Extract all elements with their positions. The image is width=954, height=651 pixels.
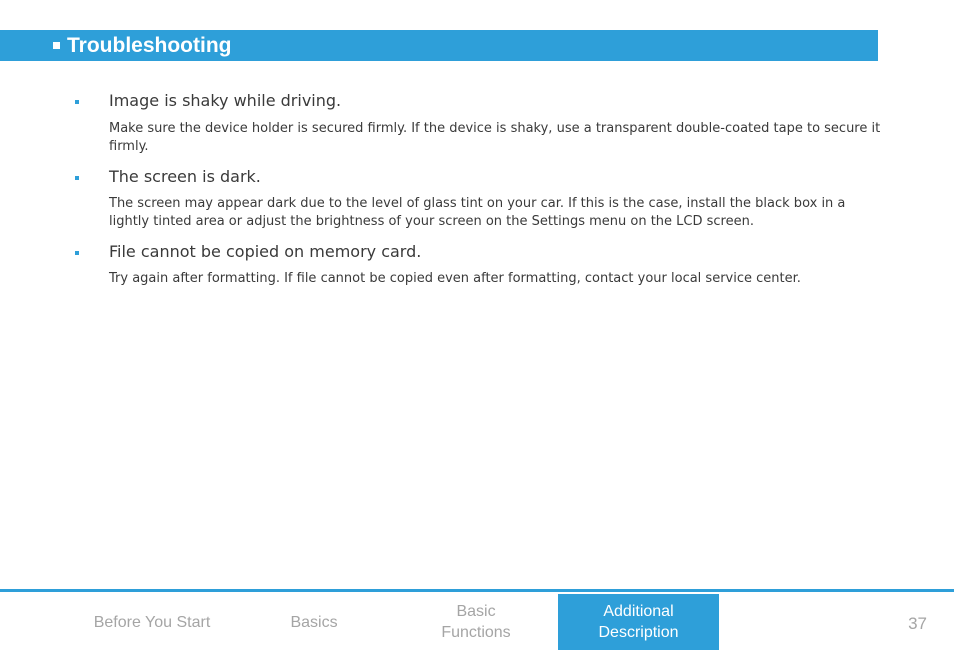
item-description: Try again after formatting. If file cannot be copied even after formatting, contact your local service center. (109, 271, 801, 286)
nav-label-line1: Basic (456, 603, 496, 620)
item-description: Make sure the device holder is secured firmly. If the device is shaky, use a transparent double-coated tape to secure it firmly. (109, 121, 881, 154)
item-title: File cannot be copied on memory card. (109, 242, 422, 261)
nav-label-line2: Functions (441, 624, 511, 641)
nav-label-line2: Description (598, 624, 679, 641)
header-bullet-icon (53, 42, 60, 49)
nav-before-you-start[interactable] (72, 594, 232, 650)
nav-label: Before You Start (93, 613, 211, 631)
nav-label-line1: Additional (603, 603, 674, 620)
item-description: The screen may appear dark due to the level of glass tint on your car. If this is the case, install the black box in a lightly tinted area or adjust the brightness of your screen on the Settings menu on the LCD screen. (109, 196, 846, 229)
section-title: Troubleshooting (67, 34, 232, 57)
nav-label: Basics (290, 613, 338, 631)
item-title: The screen is dark. (109, 167, 261, 186)
page-number: 37 (908, 614, 927, 633)
footer-divider (0, 589, 954, 592)
bullet-icon (75, 176, 79, 180)
bullet-icon (75, 100, 79, 104)
nav-basics[interactable] (234, 594, 394, 650)
nav-basic-functions[interactable] (396, 594, 556, 650)
bullet-icon (75, 251, 79, 255)
item-title: Image is shaky while driving. (109, 91, 342, 110)
nav-additional-description[interactable] (558, 594, 719, 650)
